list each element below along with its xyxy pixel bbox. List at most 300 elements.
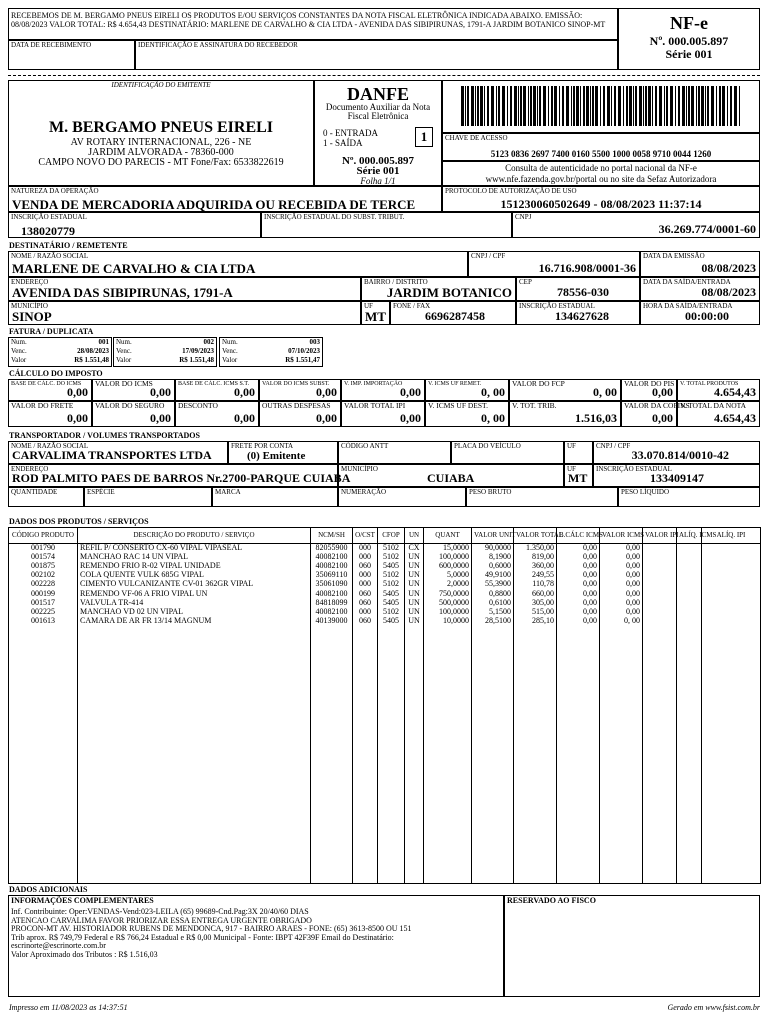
- iest-box: [261, 212, 512, 238]
- barcode-box: [442, 80, 760, 133]
- table-cell: [643, 580, 677, 589]
- table-cell: 100,0000: [424, 553, 472, 562]
- table-cell: 305,00: [514, 598, 557, 607]
- table-cell: REMENDO FRIO R-02 VIPAL UNIDADE: [78, 562, 311, 571]
- dest-ie: 134627628: [555, 309, 609, 323]
- barcode-bar: [528, 86, 529, 126]
- fatura-item: [219, 337, 323, 367]
- imposto-cell: [175, 401, 259, 427]
- imposto-cell: [175, 379, 259, 401]
- nfe-number: Nº. 000.005.897: [649, 34, 729, 48]
- barcode-bar: [623, 86, 624, 126]
- danfe-entrada: 0 - ENTRADA: [323, 128, 378, 138]
- dest-bairro-label: BAIRRO / DISTRITO: [364, 278, 428, 286]
- imposto-value: 0, 00: [481, 385, 505, 399]
- table-cell: UN: [405, 616, 424, 625]
- produtos-header-cell: NCM/SH: [311, 528, 353, 544]
- table-cell: [677, 607, 702, 616]
- dest-emissao-box: [640, 251, 760, 277]
- barcode-bar: [686, 86, 687, 126]
- barcode-bar: [590, 86, 591, 126]
- barcode-bar: [523, 86, 526, 126]
- table-row: [9, 580, 761, 589]
- barcode-bar: [530, 86, 532, 126]
- table-cell: [677, 616, 702, 625]
- dest-end-box: [8, 277, 361, 301]
- barcode-bar: [533, 86, 536, 126]
- table-filler-cell: [9, 625, 78, 883]
- barcode-bar: [698, 86, 700, 126]
- table-cell: 2,0000: [424, 580, 472, 589]
- dest-ie-box: [516, 301, 640, 325]
- table-cell: 000: [353, 580, 378, 589]
- transp-cnpj-box: [593, 441, 760, 464]
- imposto-label: V. ICMS UF REMET.: [428, 381, 482, 387]
- fatura-valor-label: Valor: [11, 356, 27, 364]
- imposto-label: V. TOTAL DA NOTA: [680, 401, 747, 410]
- table-cell: 000: [353, 607, 378, 616]
- barcode-bar: [461, 86, 464, 126]
- table-cell: 84818099: [311, 598, 353, 607]
- table-cell: UN: [405, 571, 424, 580]
- natureza-value: VENDA DE MERCADORIA ADQUIRIDA OU RECEBIDA DE TERCE: [12, 197, 416, 212]
- table-cell: 0, 00: [600, 616, 643, 625]
- barcode-bar: [586, 86, 589, 126]
- table-cell: UN: [405, 562, 424, 571]
- table-cell: 0,00: [600, 553, 643, 562]
- imposto-label: VALOR DO SEGURO: [95, 401, 165, 410]
- chave-value: 5123 0836 2697 7400 0160 5500 1000 0058 9710 0044 1260: [490, 149, 712, 159]
- transp-pb-label: PESO BRUTO: [469, 488, 512, 496]
- transp-nome-label: NOME / RAZÃO SOCIAL: [11, 442, 89, 450]
- table-cell: 0,00: [557, 589, 600, 598]
- table-cell: 660,00: [514, 589, 557, 598]
- fatura-section-title: FATURA / DUPLICATA: [9, 327, 94, 336]
- footer-gerado: Gerado em www.fsist.com.br: [667, 1003, 760, 1012]
- danfe-num: Nº. 000.005.897: [341, 155, 415, 167]
- table-cell: 10,0000: [424, 616, 472, 625]
- table-cell: 5102: [378, 580, 405, 589]
- imposto-label: OUTRAS DESPESAS: [262, 401, 331, 410]
- transp-uf-box: [564, 441, 593, 464]
- dest-nome-box: [8, 251, 468, 277]
- imposto-label: VALOR DO PIS: [624, 379, 675, 388]
- info-complementar-box: [8, 895, 504, 997]
- imposto-cell: [677, 401, 760, 427]
- imposto-value: 0,00: [316, 411, 337, 425]
- emitente-box: [8, 80, 314, 186]
- barcode-bar: [618, 86, 621, 126]
- barcode-bar: [543, 86, 546, 126]
- ie-box: [8, 212, 261, 238]
- table-cell: VALVULA TR-414: [78, 598, 311, 607]
- nfe-box: [618, 8, 760, 70]
- transp-mun-label: MUNICÍPIO: [341, 465, 378, 473]
- table-cell: [643, 616, 677, 625]
- imposto-label: V. TOTAL PRODUTOS: [680, 381, 739, 387]
- imposto-cell: [621, 379, 677, 401]
- barcode-bar: [629, 86, 632, 126]
- table-cell: [702, 544, 761, 553]
- dest-bairro: JARDIM BOTANICO: [386, 285, 512, 300]
- imposto-value: 0,00: [652, 411, 673, 425]
- table-cell: 0,6000: [472, 562, 514, 571]
- danfe-serie: Série 001: [356, 165, 400, 177]
- barcode-bar: [498, 86, 500, 126]
- table-cell: 249,55: [514, 571, 557, 580]
- table-cell: [643, 607, 677, 616]
- dest-saida-label: DATA DA SAÍDA/ENTRADA: [643, 278, 731, 286]
- barcode-bar: [722, 86, 725, 126]
- barcode-bar: [691, 86, 694, 126]
- reservado-fisco-box: [504, 895, 760, 997]
- table-cell: 001574: [9, 553, 78, 562]
- table-cell: UN: [405, 589, 424, 598]
- dest-cnpj-box: [468, 251, 640, 277]
- ie-value: 138020779: [21, 224, 75, 238]
- table-filler-cell: [514, 625, 557, 883]
- table-cell: MANCHAO VD 02 UN VIPAL: [78, 607, 311, 616]
- transp-frete: (0) Emitente: [247, 450, 306, 462]
- consulta-box: [442, 161, 760, 186]
- table-cell: [643, 544, 677, 553]
- table-cell: [702, 598, 761, 607]
- dest-uf-box: [361, 301, 390, 325]
- barcode-bar: [583, 86, 585, 126]
- table-cell: 1.350,00: [514, 544, 557, 553]
- dest-cnpj: 16.716.908/0001-36: [538, 261, 636, 275]
- table-filler-cell: [557, 625, 600, 883]
- transp-numer-label: NUMERAÇÃO: [341, 488, 387, 496]
- protocolo-label: PROTOCOLO DE AUTORIZAÇÃO DE USO: [445, 187, 577, 195]
- danfe-folha: Folha 1/1: [360, 176, 396, 186]
- produtos-header-row: [9, 528, 761, 544]
- barcode-bar: [696, 86, 697, 126]
- barcode-bar: [666, 86, 668, 126]
- table-cell: 002102: [9, 571, 78, 580]
- barcode-bar: [559, 86, 560, 126]
- table-cell: 8,1900: [472, 553, 514, 562]
- barcode-bar: [600, 86, 601, 126]
- dest-nome-label: NOME / RAZÃO SOCIAL: [11, 252, 89, 260]
- dest-ie-label: INSCRIÇÃO ESTADUAL: [519, 302, 595, 310]
- dest-saida-box: [640, 277, 760, 301]
- barcode-bar: [701, 86, 704, 126]
- table-cell: 0,6100: [472, 598, 514, 607]
- fatura-venc-label: Venc.: [11, 347, 27, 355]
- barcode-bar: [614, 86, 616, 126]
- table-cell: 0,8800: [472, 589, 514, 598]
- table-cell: 5405: [378, 589, 405, 598]
- barcode-bar: [467, 86, 469, 126]
- imposto-value: 0,00: [234, 385, 255, 399]
- imposto-value: 0, 00: [481, 411, 505, 425]
- table-cell: 82055900: [311, 544, 353, 553]
- imposto-cell: [621, 401, 690, 427]
- info-complementar-label: INFORMAÇÕES COMPLEMENTARES: [11, 896, 154, 905]
- barcode-bar: [611, 86, 612, 126]
- emitente-line3: CAMPO NOVO DO PARECIS - MT Fone/Fax: 6533822619: [38, 157, 284, 168]
- produtos-header-cell: DESCRIÇÃO DO PRODUTO / SERVIÇO: [78, 528, 311, 544]
- table-cell: [677, 571, 702, 580]
- table-cell: 0,00: [557, 616, 600, 625]
- table-filler-row: [9, 625, 761, 883]
- transp-mun-box: [338, 464, 564, 487]
- imposto-cell: [677, 379, 760, 401]
- protocolo-box: [442, 186, 760, 212]
- barcode-bar: [652, 86, 653, 126]
- table-cell: 40082100: [311, 562, 353, 571]
- barcode-bar: [639, 86, 642, 126]
- produtos-header-cell: UN: [405, 528, 424, 544]
- dest-end-label: ENDEREÇO: [11, 278, 49, 286]
- dest-mun-label: MUNICÍPIO: [11, 302, 48, 310]
- transp-antt-box: [338, 441, 451, 464]
- table-cell: 0,00: [600, 544, 643, 553]
- table-filler-cell: [643, 625, 677, 883]
- imposto-value: 0,00: [150, 411, 171, 425]
- imposto-cell: [8, 379, 92, 401]
- produtos-header-cell: QUANT: [424, 528, 472, 544]
- imposto-value: 0,00: [316, 385, 337, 399]
- table-cell: 515,00: [514, 607, 557, 616]
- table-cell: 5,1500: [472, 607, 514, 616]
- emitente-line2: JARDIM ALVORADA - 78360-000: [88, 147, 234, 158]
- transp-cnpj-label: CNPJ / CPF: [596, 442, 631, 450]
- barcode-bar: [573, 86, 575, 126]
- danfe-box: [314, 80, 442, 186]
- table-filler-cell: [353, 625, 378, 883]
- barcode-bar: [518, 86, 519, 126]
- transp-esp-label: ESPÉCIE: [87, 488, 115, 496]
- barcode-bar: [705, 86, 706, 126]
- produtos-header-cell: VALOR UNIT: [472, 528, 514, 544]
- barcode-bar: [648, 86, 651, 126]
- transp-marca-label: MARCA: [215, 488, 241, 496]
- fatura-valor: R$ 1.551,47: [285, 356, 320, 364]
- transp-nome-box: [8, 441, 228, 464]
- transp-pl-label: PESO LÍQUIDO: [621, 488, 670, 496]
- table-cell: UN: [405, 598, 424, 607]
- barcode-bar: [727, 86, 728, 126]
- dest-cep-label: CEP: [519, 278, 532, 286]
- barcode-bar: [739, 86, 740, 126]
- barcode-bar: [664, 86, 665, 126]
- transp-end-label: ENDEREÇO: [11, 465, 49, 473]
- table-cell: 001613: [9, 616, 78, 625]
- transp-uf-label: UF: [567, 442, 576, 450]
- transp-ie-label: INSCRIÇÃO ESTADUAL: [596, 465, 672, 473]
- table-cell: 40139000: [311, 616, 353, 625]
- table-cell: 0,00: [557, 598, 600, 607]
- table-cell: 15,0000: [424, 544, 472, 553]
- dest-fone-label: FONE / FAX: [393, 302, 431, 310]
- imposto-label: BASE DE CÁLC. ICMS S.T.: [178, 381, 250, 387]
- table-cell: 500,0000: [424, 598, 472, 607]
- barcode-bar: [510, 86, 512, 126]
- barcode-bar: [502, 86, 505, 126]
- produtos-header-cell: B.CÁLC ICMS: [557, 528, 600, 544]
- danfe-saida: 1 - SAÍDA: [323, 138, 363, 148]
- table-cell: 360,00: [514, 562, 557, 571]
- table-cell: [643, 598, 677, 607]
- barcode-bar: [607, 86, 610, 126]
- table-cell: 0,00: [557, 580, 600, 589]
- imposto-cell: [425, 401, 509, 427]
- table-cell: 0,00: [600, 571, 643, 580]
- barcode-bar: [551, 86, 553, 126]
- table-cell: 0,00: [557, 544, 600, 553]
- fatura-venc-label: Venc.: [222, 347, 238, 355]
- dest-hora-box: [640, 301, 760, 325]
- imposto-value: 0,00: [234, 411, 255, 425]
- barcode-bar: [480, 86, 483, 126]
- barcode-bar: [682, 86, 685, 126]
- dest-nome: MARLENE DE CARVALHO & CIA LTDA: [12, 261, 256, 276]
- protocolo-value: 151230060502649 - 08/08/2023 11:37:14: [500, 197, 702, 211]
- table-cell: 0,00: [600, 562, 643, 571]
- barcode-bar: [670, 86, 673, 126]
- table-cell: 40082100: [311, 607, 353, 616]
- imposto-label: VALOR DA COFINS: [624, 401, 690, 410]
- table-cell: 28,5100: [472, 616, 514, 625]
- fatura-valor-label: Valor: [116, 356, 132, 364]
- transp-frete-label: FRETE POR CONTA: [231, 442, 294, 450]
- fatura-item: [8, 337, 112, 367]
- table-cell: 600,0000: [424, 562, 472, 571]
- barcode-bar: [645, 86, 647, 126]
- produtos-header-cell: CFOP: [378, 528, 405, 544]
- imposto-value: 0,00: [652, 385, 673, 399]
- barcode-bar: [675, 86, 676, 126]
- imposto-label: BASE DE CÁLC. DO ICMS: [11, 381, 82, 387]
- barcode-bar: [520, 86, 522, 126]
- fatura-num-label: Num.: [222, 338, 238, 346]
- cnpj-emit-label: CNPJ: [515, 213, 532, 221]
- imposto-cell: [425, 379, 509, 401]
- imposto-label: VALOR DO ICMS: [95, 379, 153, 388]
- fatura-venc: 17/09/2023: [182, 347, 214, 355]
- table-cell: 000: [353, 571, 378, 580]
- barcode-bar: [484, 86, 485, 126]
- adicionais-section-title: DADOS ADICIONAIS: [9, 885, 88, 894]
- transp-cnpj: 33.070.814/0010-42: [631, 448, 729, 462]
- table-filler-cell: [702, 625, 761, 883]
- dest-fone: 6696287458: [425, 309, 485, 323]
- table-filler-cell: [424, 625, 472, 883]
- table-row: [9, 607, 761, 616]
- table-filler-cell: [405, 625, 424, 883]
- table-cell: CX: [405, 544, 424, 553]
- barcode-bar: [487, 86, 489, 126]
- assinatura-box: [135, 40, 618, 70]
- imposto-label: VALOR DO FRETE: [11, 401, 74, 410]
- ie-label: INSCRIÇÃO ESTADUAL: [11, 213, 87, 221]
- barcode-bar: [635, 86, 637, 126]
- info-line: PROCON-MT AV. HISTORIADOR RUBENS DE MENDONCA, 917 - BAIRRO ARAES - FONE: (65) 3613-8500 OU 151: [11, 924, 412, 933]
- table-cell: [643, 562, 677, 571]
- table-cell: [677, 598, 702, 607]
- barcode-bar: [554, 86, 557, 126]
- consulta-line1: Consulta de autenticidade no portal nacional da NF-e: [505, 163, 697, 173]
- table-cell: 000: [353, 544, 378, 553]
- table-cell: [702, 589, 761, 598]
- table-cell: 0,00: [600, 580, 643, 589]
- table-cell: 0,00: [600, 607, 643, 616]
- danfe-title: DANFE: [347, 84, 409, 104]
- barcode-bar: [514, 86, 517, 126]
- danfe-sub2: Fiscal Eletrônica: [347, 111, 409, 121]
- table-cell: 5405: [378, 562, 405, 571]
- produtos-header-cell: O/CST: [353, 528, 378, 544]
- transp-end: ROD PALMITO PAES DE BARROS Nr.2700-PARQUE CUIABA: [12, 471, 351, 485]
- barcode-bar: [643, 86, 644, 126]
- table-cell: 35061090: [311, 580, 353, 589]
- table-cell: 35069110: [311, 571, 353, 580]
- table-cell: [643, 589, 677, 598]
- table-cell: [702, 571, 761, 580]
- table-cell: 060: [353, 562, 378, 571]
- fatura-venc: 07/10/2023: [288, 347, 320, 355]
- table-cell: [702, 580, 761, 589]
- dest-cnpj-label: CNPJ / CPF: [471, 252, 506, 260]
- imposto-value: 0,00: [400, 411, 421, 425]
- table-cell: CAMARA DE AR FR 13/14 MAGNUM: [78, 616, 311, 625]
- transp-uf2-label: UF: [567, 465, 576, 473]
- barcode-graphic: [461, 86, 741, 126]
- barcode-bar: [548, 86, 549, 126]
- fatura-num: 003: [309, 338, 320, 346]
- nfe-serie: Série 001: [665, 47, 713, 61]
- dest-end: AVENIDA DAS SIBIPIRUNAS, 1791-A: [12, 285, 233, 300]
- fatura-num-label: Num.: [116, 338, 132, 346]
- produtos-header-cell: VALOR TOTAL: [514, 528, 557, 544]
- table-cell: [643, 553, 677, 562]
- chave-label: CHAVE DE ACESSO: [445, 134, 508, 142]
- transp-placa-label: PLACA DO VEÍCULO: [454, 442, 521, 450]
- table-cell: REFIL P/ CONSERTO CX-60 VIPAL VIPASEAL: [78, 544, 311, 553]
- table-filler-cell: [472, 625, 514, 883]
- table-filler-cell: [378, 625, 405, 883]
- table-cell: 5102: [378, 571, 405, 580]
- dest-emissao: 08/08/2023: [701, 261, 756, 275]
- reservado-fisco-label: RESERVADO AO FISCO: [507, 896, 596, 905]
- table-cell: [702, 616, 761, 625]
- transp-ie-box: [593, 464, 760, 487]
- table-cell: 90,0000: [472, 544, 514, 553]
- table-cell: 002228: [9, 580, 78, 589]
- barcode-bar: [707, 86, 709, 126]
- transp-nome: CARVALIMA TRANSPORTES LTDA: [12, 448, 212, 462]
- table-cell: [677, 553, 702, 562]
- data-recebimento-box: [8, 40, 135, 70]
- table-filler-cell: [311, 625, 353, 883]
- transp-esp-box: [84, 487, 212, 507]
- imposto-section-title: CÁLCULO DO IMPOSTO: [9, 369, 103, 378]
- footer-impresso: Impresso em 11/08/2023 as 14:37:51: [9, 1003, 128, 1012]
- table-cell: 110,78: [514, 580, 557, 589]
- barcode-bar: [633, 86, 634, 126]
- nfe-title: NF-e: [670, 13, 708, 33]
- canhoto-text-box: [8, 8, 618, 40]
- transp-pb-box: [466, 487, 618, 507]
- imposto-value: 1.516,03: [575, 411, 617, 425]
- barcode-bar: [688, 86, 690, 126]
- fatura-valor: R$ 1.551,48: [74, 356, 109, 364]
- danfe-sub1: Documento Auxiliar da Nota: [325, 102, 431, 112]
- transp-ie: 133409147: [650, 471, 704, 485]
- dest-bairro-box: [361, 277, 516, 301]
